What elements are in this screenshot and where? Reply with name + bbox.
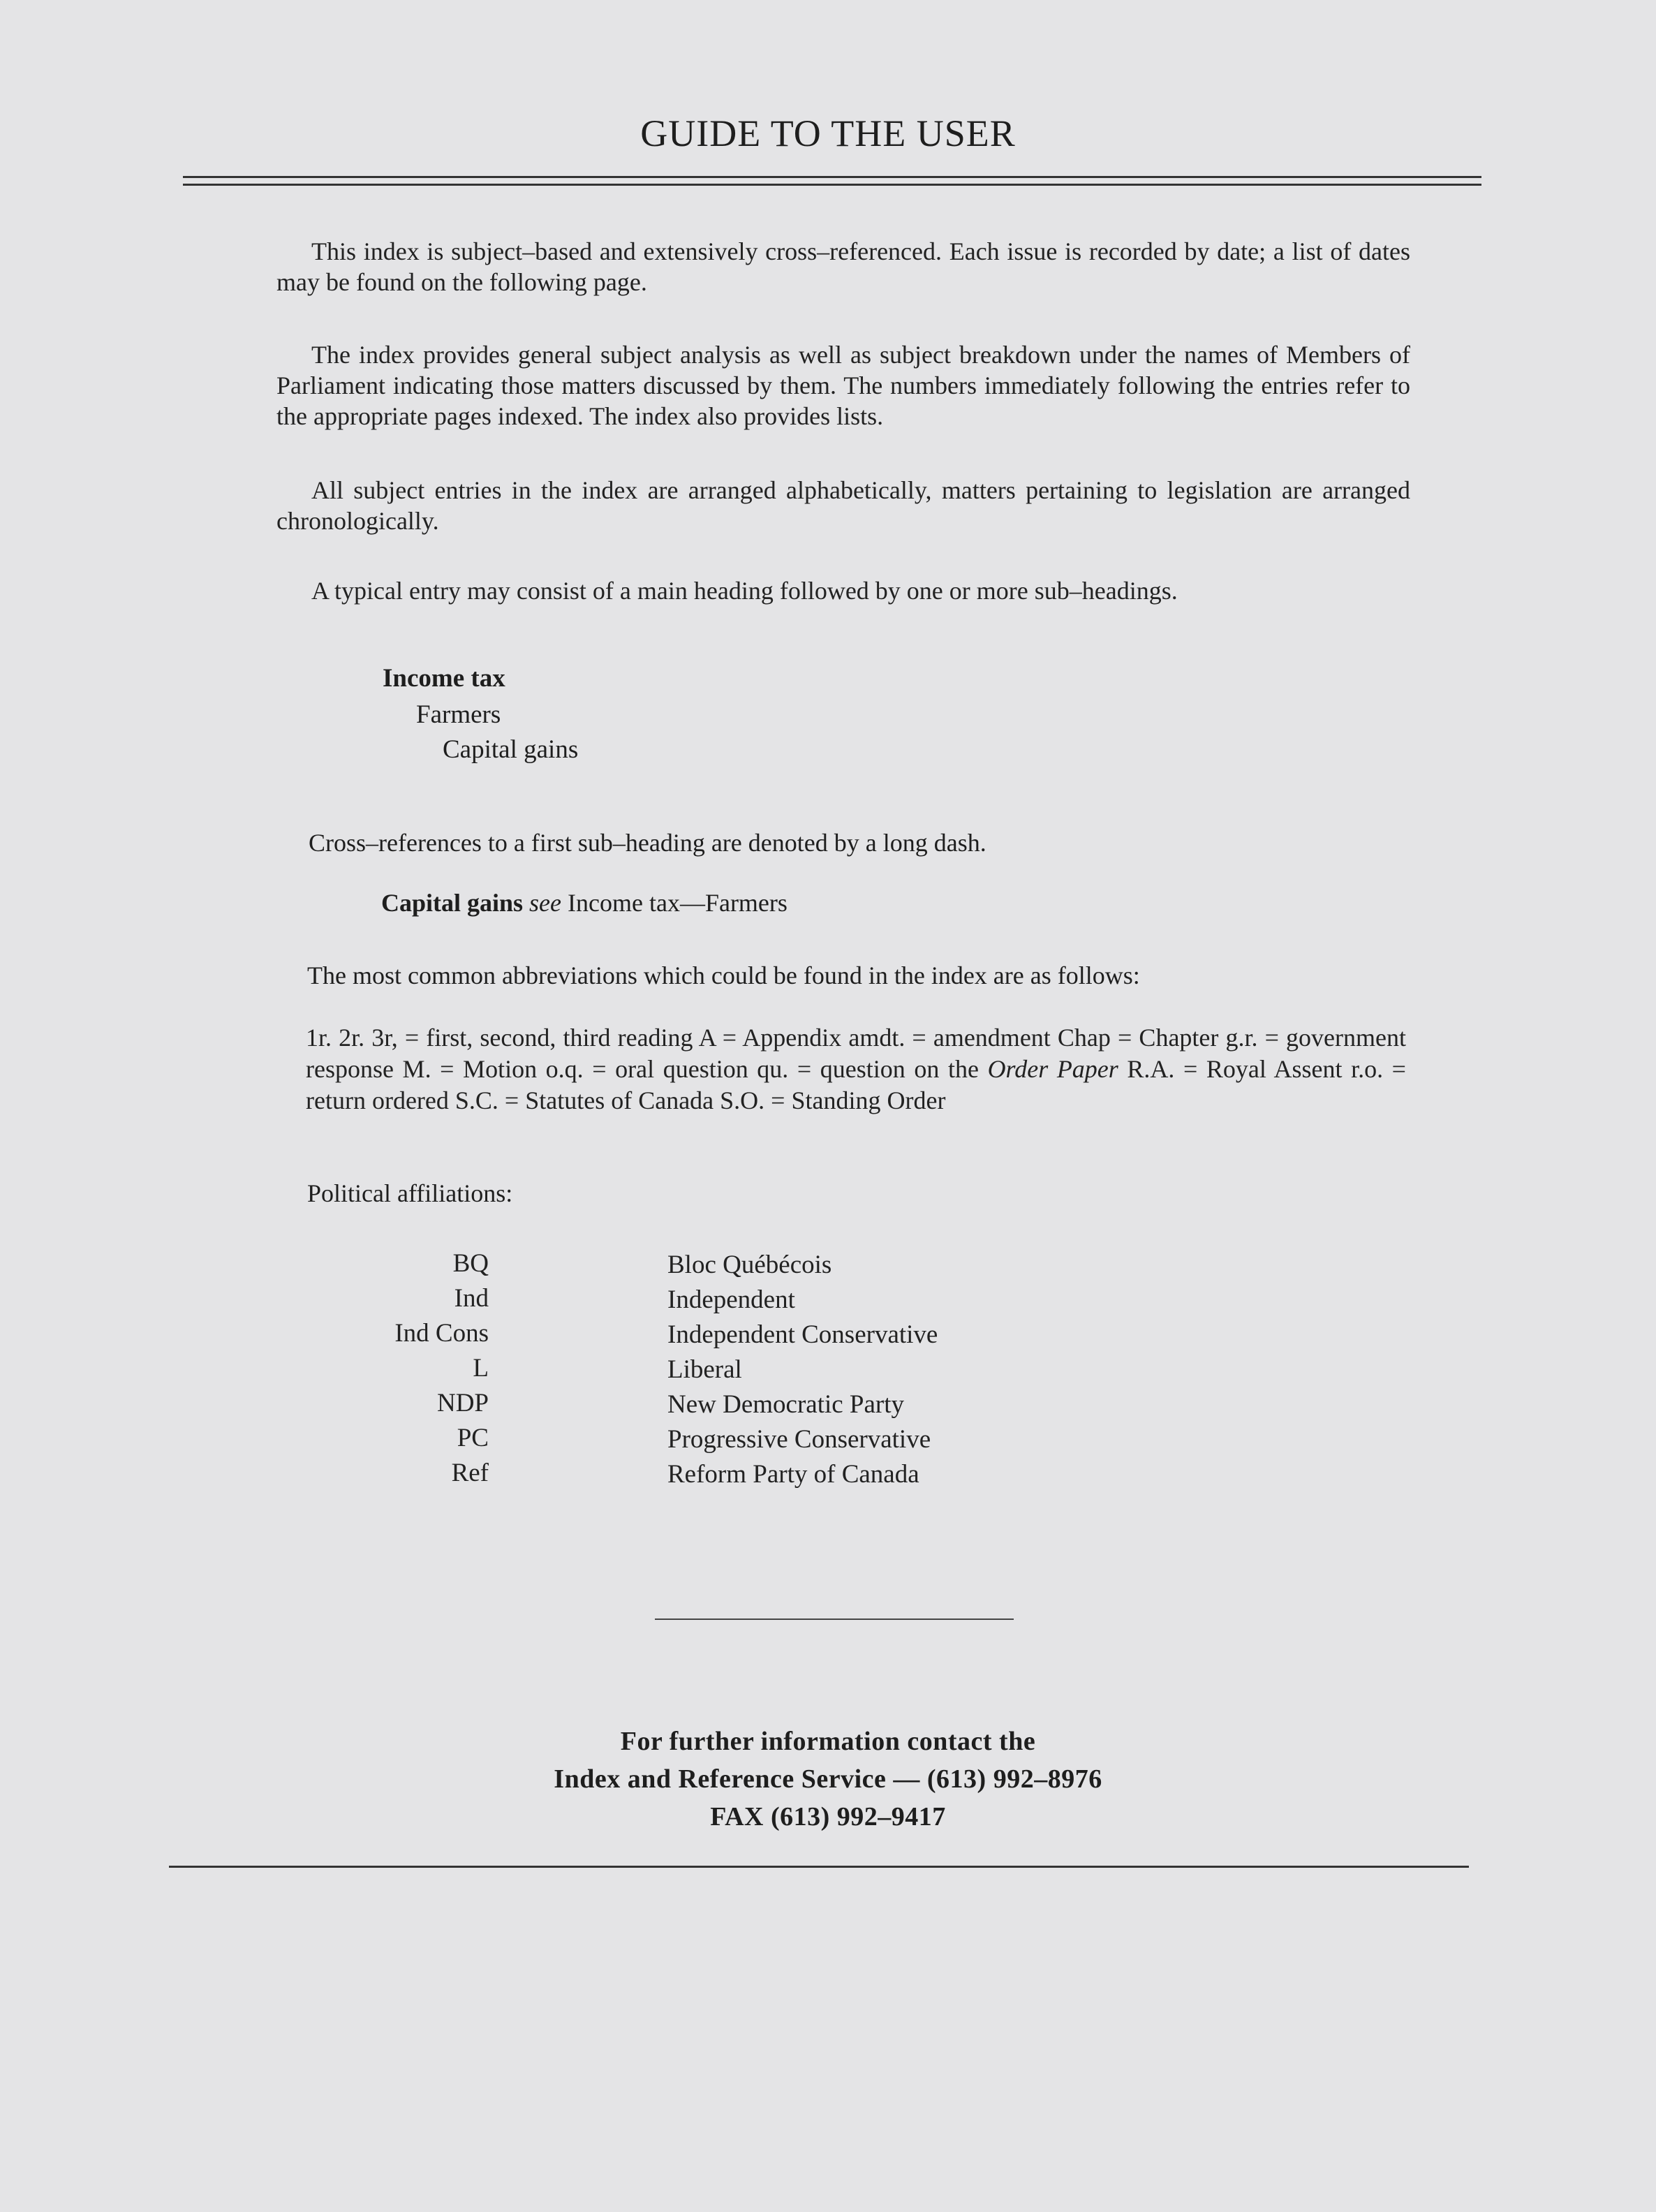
affiliation-name: Independent Conservative xyxy=(667,1320,938,1349)
affiliation-code: NDP xyxy=(436,1389,489,1417)
example-heading: Income tax xyxy=(383,664,505,693)
page-title: GUIDE TO THE USER xyxy=(640,112,1016,154)
affiliation-code: PC xyxy=(457,1424,489,1452)
section-divider xyxy=(655,1619,1014,1620)
contact-line-2: Index and Reference Service — (613) 992–8976 xyxy=(554,1764,1102,1794)
affiliation-name: Reform Party of Canada xyxy=(667,1460,919,1489)
paragraph-text: This index is subject–based and extensively cross–referenced. Each issue is recorded by date; a list of dates may be found on the following page. xyxy=(276,237,1410,296)
cross-ref-see: see xyxy=(529,889,562,917)
paragraph-text: A typical entry may consist of a main heading followed by one or more sub–headings. xyxy=(311,577,1178,605)
affiliation-code: L xyxy=(473,1354,489,1382)
cross-reference-note: Cross–references to a first sub–heading are denoted by a long dash. xyxy=(309,829,986,857)
affiliations-label: Political affiliations: xyxy=(307,1179,513,1207)
abbreviations-intro: The most common abbreviations which could be found in the index are as follows: xyxy=(307,961,1140,989)
affiliation-name: New Democratic Party xyxy=(667,1390,905,1419)
contact-line-1: For further information contact the xyxy=(620,1727,1036,1756)
affiliation-code: Ind xyxy=(454,1284,489,1313)
affiliation-name: Liberal xyxy=(667,1355,742,1384)
affiliation-name: Independent xyxy=(667,1285,795,1314)
title-double-rule xyxy=(183,176,1481,186)
analysis-paragraph xyxy=(276,339,1410,432)
intro-paragraph xyxy=(276,236,1410,297)
abbreviations-list xyxy=(306,1022,1406,1116)
affiliation-name: Progressive Conservative xyxy=(667,1425,931,1454)
affiliation-code: Ref xyxy=(451,1459,489,1487)
example-sub-subheading: Capital gains xyxy=(443,735,579,764)
affiliation-code: Ind Cons xyxy=(394,1319,489,1348)
example-subheading: Farmers xyxy=(416,700,501,729)
typical-entry-paragraph xyxy=(276,575,1410,606)
abbreviations-italic: Order Paper xyxy=(987,1055,1118,1083)
bottom-rule xyxy=(169,1866,1469,1868)
cross-ref-term: Capital gains xyxy=(381,889,524,917)
abbreviations-text: R.A. = Royal Assent r.o. = return ordered S.C. = Statutes of Canada S.O. = Standing Order xyxy=(306,1055,1406,1114)
cross-ref-target: Income tax—Farmers xyxy=(568,889,788,917)
contact-line-3: FAX (613) 992–9417 xyxy=(710,1802,946,1831)
cross-reference-example xyxy=(381,888,788,917)
abbreviations-text: 1r. 2r. 3r, = first, second, third reading A = Appendix amdt. = amendment Chap = Chapter g.r. = government response M. = Motion o.q. = oral question qu. = question on the xyxy=(306,1024,1406,1083)
affiliation-code: BQ xyxy=(452,1249,489,1278)
paragraph-text: All subject entries in the index are arranged alphabetically, matters pertaining to legislation are arranged chronologically. xyxy=(276,476,1410,535)
paragraph-text: The index provides general subject analysis as well as subject breakdown under the names of Members of Parliament indicating those matters discussed by them. The numbers immediately following the entries refer to the appropriate pages indexed. The index also provides lists. xyxy=(276,341,1410,430)
arrangement-paragraph xyxy=(276,475,1410,536)
affiliation-name: Bloc Québécois xyxy=(667,1251,832,1279)
